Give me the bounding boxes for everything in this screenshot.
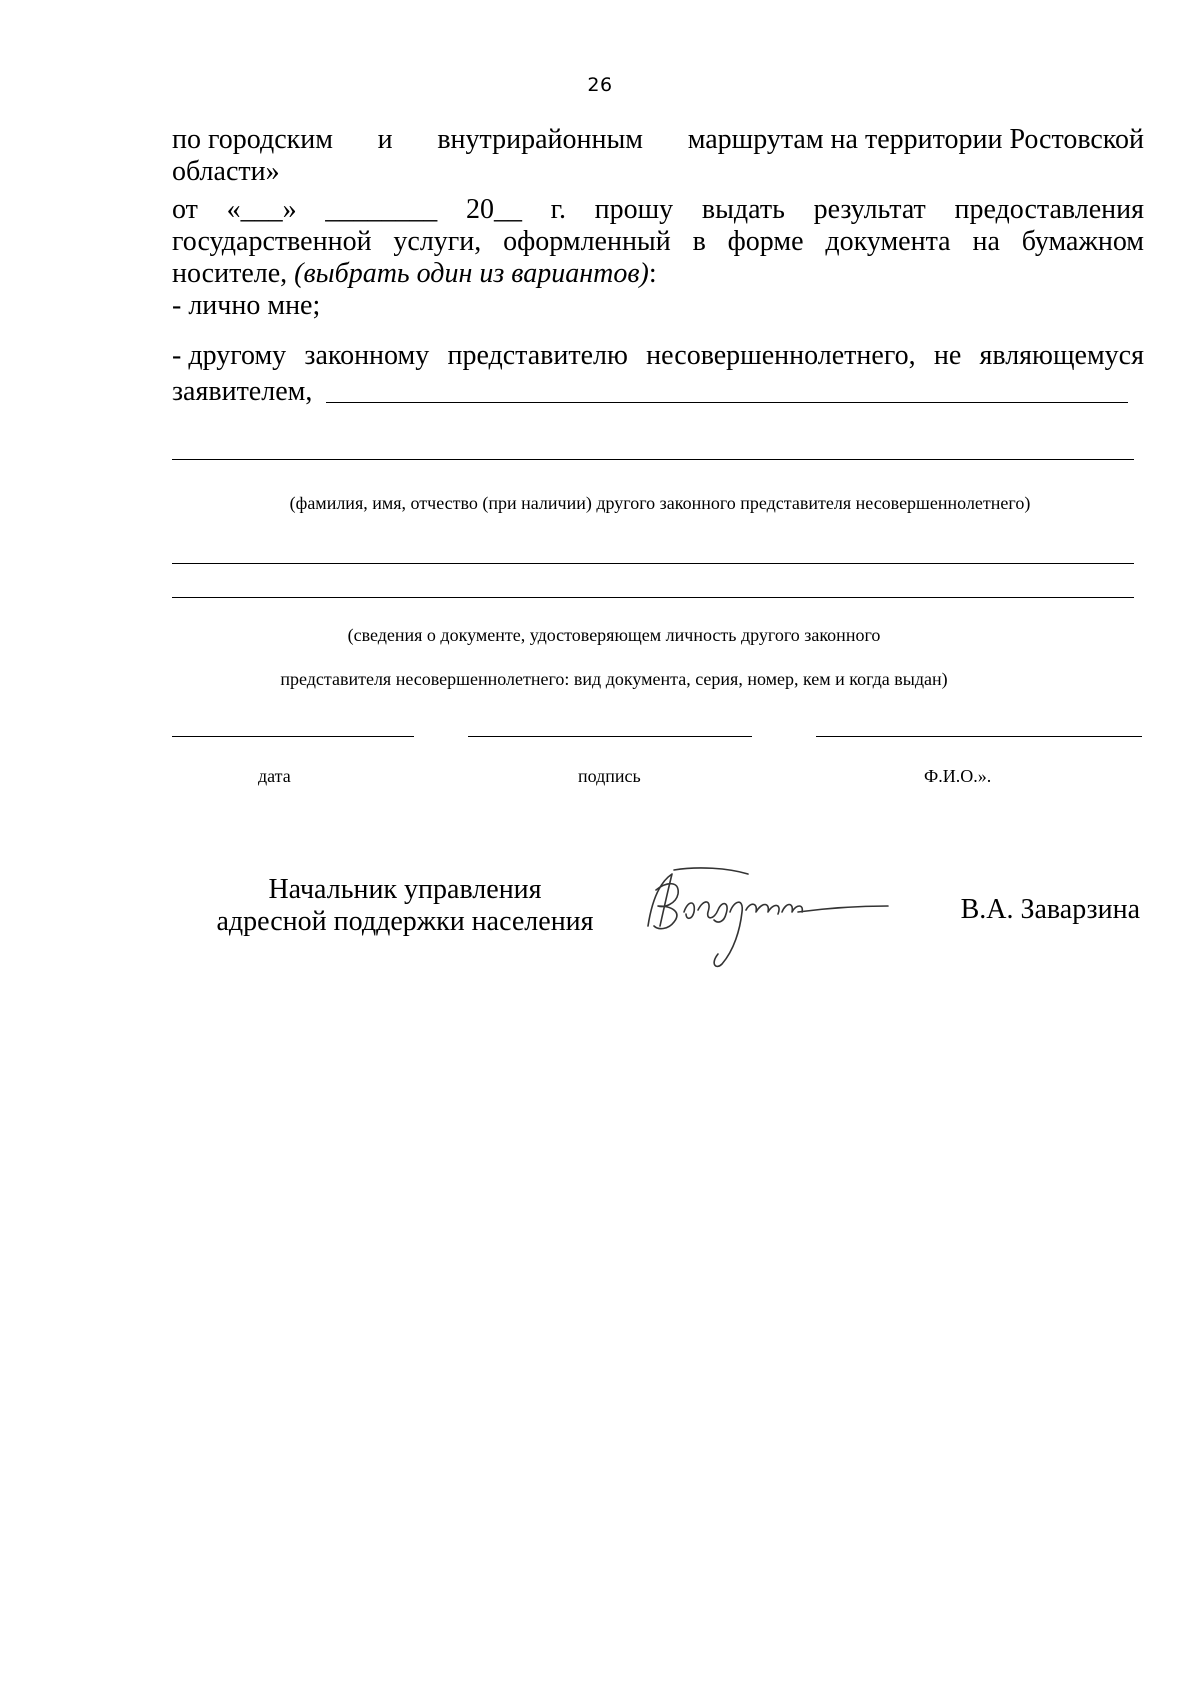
word: от [172, 194, 198, 225]
date-label: дата [258, 766, 291, 786]
paragraph-line-3 [172, 194, 1144, 226]
date-year-blank: 20__ [465, 194, 522, 225]
word: являющемуся [979, 340, 1144, 371]
signature-field-line[interactable] [468, 736, 752, 737]
word: форме [727, 226, 804, 257]
word: оформленный [503, 226, 671, 257]
word: бумажном [1021, 226, 1144, 257]
text: : [648, 258, 657, 289]
word: выдать [701, 194, 785, 225]
word: документа [825, 226, 951, 257]
word: результат [813, 194, 926, 225]
document-info-field-line-2[interactable] [172, 597, 1134, 598]
signer-position-line-1: Начальник управления [268, 874, 542, 905]
caption-document-line-1: (сведения о документе, удостоверяющем личность другого законного [347, 625, 881, 645]
word: по городским [172, 124, 333, 155]
word: несовершеннолетнего, [646, 340, 916, 371]
date-month-blank: ________ [325, 194, 438, 225]
paragraph-line-2: области» [172, 156, 280, 187]
paragraph-line-1 [172, 124, 1144, 156]
caption-document-line-2: представителя несовершеннолетнего: вид документа, серия, номер, кем и когда выдан) [280, 669, 948, 689]
page-number: 26 [587, 74, 613, 96]
caption-fio: (фамилия, имя, отчество (при наличии) другого законного представителя несовершеннолетнего) [289, 493, 1031, 513]
word: прошу [594, 194, 674, 225]
word: услуги, [393, 226, 482, 257]
word: маршрутам на территории Ростовской [687, 124, 1144, 155]
signer-name: В.А. Заварзина [960, 894, 1140, 925]
representative-name-field-line[interactable] [326, 402, 1128, 403]
date-day-blank: «___» [226, 194, 297, 225]
text: носителе, [172, 258, 295, 289]
option-personally: - лично мне; [172, 290, 321, 321]
fio-field-line[interactable] [816, 736, 1142, 737]
document-info-field-line-1[interactable] [172, 563, 1134, 564]
instruction-italic: (выбрать один из вариантов) [294, 258, 649, 289]
word: государственной [172, 226, 372, 257]
word: в [692, 226, 706, 257]
paragraph-request [172, 124, 1144, 322]
paragraph-option-representative [172, 340, 1144, 408]
word: представителю [447, 340, 628, 371]
paragraph-line-2 [172, 376, 1144, 408]
word: внутрирайонным [437, 124, 643, 155]
signature-label: подпись [578, 766, 641, 786]
word: - другому [172, 340, 287, 371]
representative-name-field-line-2[interactable] [172, 459, 1134, 460]
word: предоставления [954, 194, 1144, 225]
word: не [933, 340, 962, 371]
word: и [377, 124, 393, 155]
paragraph-line-1 [172, 340, 1144, 372]
paragraph-line-4 [172, 226, 1144, 258]
date-field-line[interactable] [172, 736, 414, 737]
text: заявителем, [172, 376, 313, 407]
word: законному [304, 340, 430, 371]
signer-position [200, 874, 610, 938]
word: г. [550, 194, 566, 225]
paragraph-line-5 [172, 258, 1144, 290]
word: на [972, 226, 1000, 257]
signer-position-line-2: адресной поддержки населения [216, 906, 594, 937]
handwritten-signature [638, 860, 898, 970]
fio-label: Ф.И.О.». [924, 766, 992, 786]
